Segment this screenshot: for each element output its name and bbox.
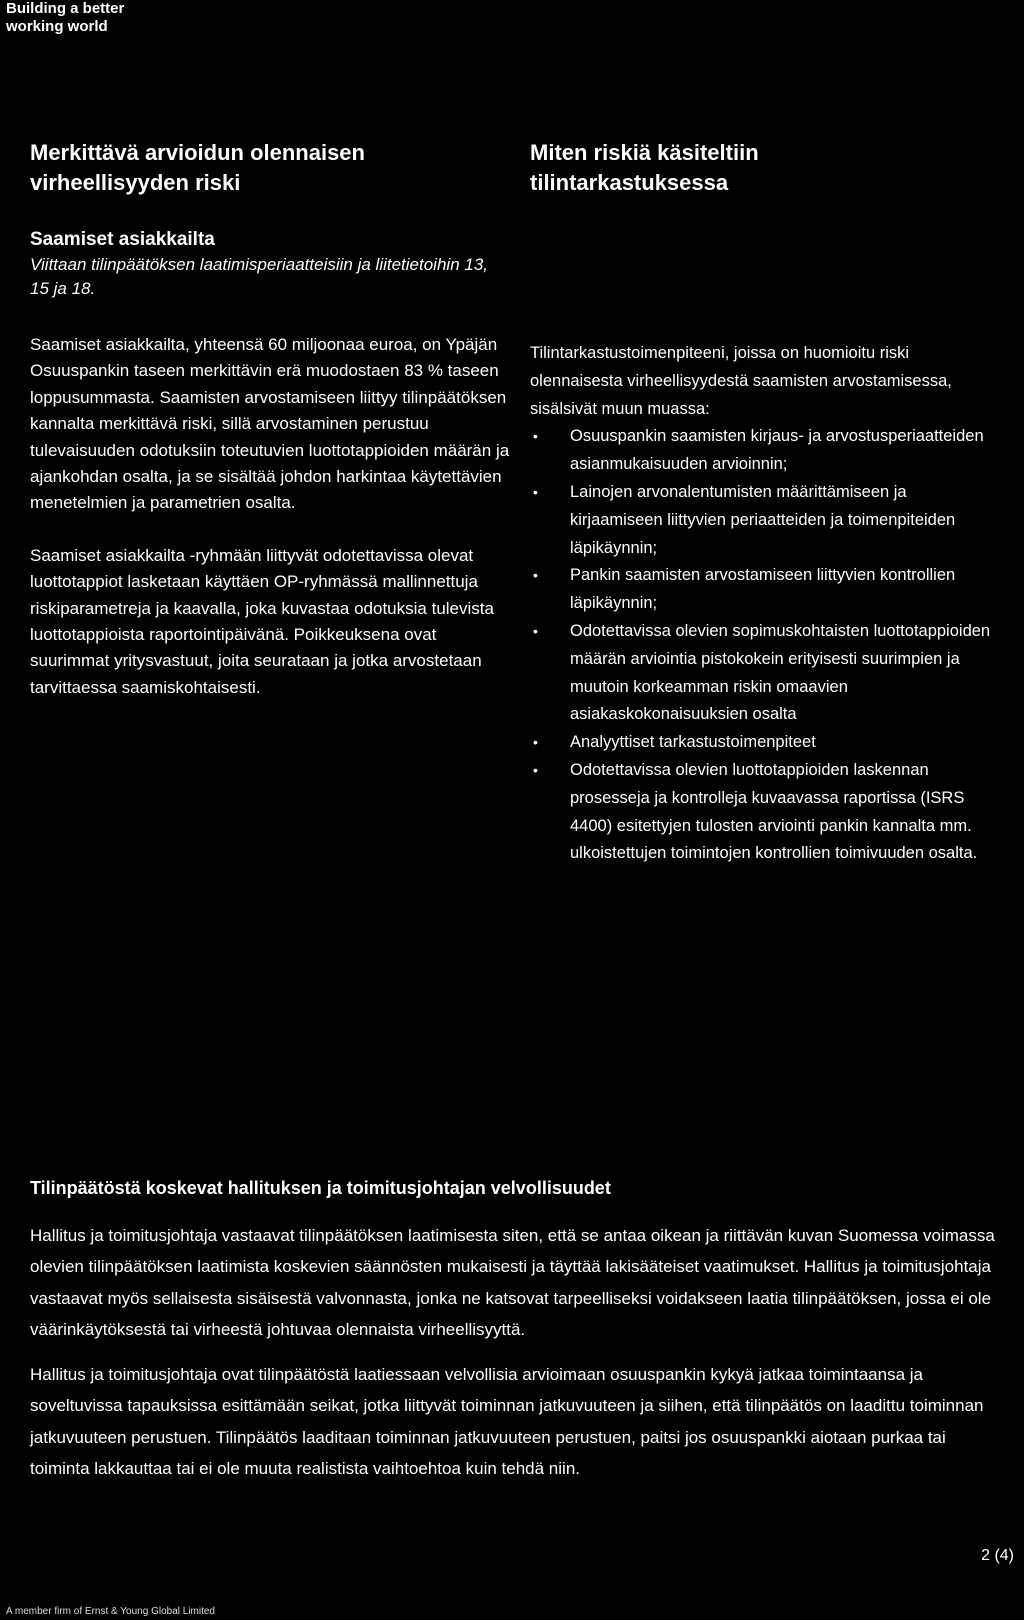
right-heading-line-1: Miten riskiä käsiteltiin <box>530 140 759 165</box>
bullet-icon: • <box>533 622 538 639</box>
list-item-text: Odotettavissa olevien sopimuskohtaisten luottotappioiden määrän arviointia pistokokein erityisesti suurimpien ja muutoin korkeamman riskin omaavien asiakaskokonaisuuksien osalta <box>570 621 991 724</box>
responsibilities-heading: Tilinpäätöstä koskevat hallituksen ja toimitusjohtajan velvollisuudet <box>30 1178 611 1198</box>
tagline-line-1: Building a better <box>6 0 125 17</box>
bullet-icon: • <box>533 734 538 751</box>
bullet-icon: • <box>533 761 538 778</box>
bullet-icon: • <box>533 428 538 445</box>
right-column-heading <box>530 138 950 198</box>
risk-paragraph-1: Saamiset asiakkailta, yhteensä 60 miljoonaa euroa, on Ypäjän Osuuspankin taseen merkittävin erä muodostaen 83 % taseen loppusummasta. Saamisten arvostamiseen liittyy tilinpäätöksen kannalta merkittävä riski, sillä arvostaminen perustuu tulevaisuuden odotuksiin toteutuvien luottotappioiden määrän ja ajankohdan osalta, ja se sisältää johdon harkintaa käytettävien menetelmien ja parametrien osalta. <box>30 335 510 513</box>
list-item-text: Odotettavissa olevien luottotappioiden laskennan prosesseja ja kontrolleja kuvaavassa raportissa (ISRS 4400) esitettyjen tulosten arviointi pankin kannalta mm. ulkoistettujen toimintojen kontrollien toimivuuden osalta. <box>570 760 978 863</box>
right-heading-line-2: tilintarkastuksessa <box>530 170 729 195</box>
responsibilities-paragraph-1: Hallitus ja toimitusjohtaja vastaavat tilinpäätöksen laatimisesta siten, että se antaa oikean ja riittävän kuvan Suomessa voimassa olevien tilinpäätöksen laatimista koskevien säännösten mukaisesti ja täyttää lakisääteiset vaatimukset. Hallitus ja toimitusjohtaja vastaavat myös sellaisesta sisäisestä valvonnasta, jonka ne katsovat tarpeelliseksi voidakseen laatia tilinpäätöksen, jossa ei ole väärinkäytöksestä tai virheestä johtuvaa olennaista virheellisyyttä. <box>30 1226 995 1339</box>
response-list <box>530 423 1000 868</box>
left-heading-line-2: virheellisyyden riski <box>30 170 241 195</box>
responsibilities-paragraph-2: Hallitus ja toimitusjohtaja ovat tilinpäätöstä laatiessaan velvollisia arvioimaan osuuspankin kykyä jatkaa toimintaansa ja soveltuvissa tapauksissa esittämään seikat, jotka liittyvät toiminnan jatkuvuuteen ja siihen, että tilinpäätös on laadittu toiminnan jatkuvuuteen perustuen. Tilinpäätös laaditaan toiminnan jatkuvuuteen perustuen, paitsi jos osuuspankki aiotaan purkaa tai toiminta lakkauttaa tai ei ole muuta realistista vaihtoehtoa kuin tehdä niin. <box>30 1365 984 1479</box>
response-intro: Tilintarkastustoimenpiteeni, joissa on huomioitu riski olennaisesta virheellisyydestä saamisten arvostamisessa, sisälsivät muun muassa: <box>530 344 952 418</box>
list-item <box>530 423 1000 479</box>
risk-description <box>30 332 510 727</box>
audit-response <box>530 340 1000 868</box>
tagline-line-2: working world <box>6 18 108 35</box>
list-item-text: Analyyttiset tarkastustoimenpiteet <box>570 733 816 752</box>
list-item-text: Lainojen arvonalentumisten määrittämiseen ja kirjaamiseen liittyvien periaatteiden ja toimenpiteiden läpikäynnin; <box>570 482 956 557</box>
list-item-text: Pankin saamisten arvostamiseen liittyvien kontrollien läpikäynnin; <box>570 566 956 613</box>
bullet-icon: • <box>533 567 538 584</box>
left-column-heading <box>30 138 470 198</box>
footer-legal: A member firm of Ernst & Young Global Limited <box>6 1606 215 1617</box>
responsibilities-body <box>30 1220 1000 1498</box>
section-title: Saamiset asiakkailta <box>30 229 215 250</box>
list-item <box>530 479 1000 562</box>
brand-tagline <box>6 0 124 36</box>
list-item <box>530 757 1000 868</box>
list-item <box>530 562 1000 618</box>
section-reference: Viittaan tilinpäätöksen laatimisperiaatteisiin ja liitetietoihin 13, 15 ja 18. <box>30 255 489 298</box>
risk-paragraph-2: Saamiset asiakkailta -ryhmään liittyvät odotettavissa olevat luottotappiot lasketaan käyttäen OP-ryhmässä mallinnettuja riskiparametreja ja kaavalla, joka kuvastaa odotuksia tulevista luottotappioista raportointipäivänä. Poikkeuksena ovat suurimmat yritysvastuut, joita seurataan ja jotka arvostetaan tarvittaessa saamiskohtaisesti. <box>30 545 494 697</box>
page-number: 2 (4) <box>981 1547 1014 1564</box>
list-item-text: Osuuspankin saamisten kirjaus- ja arvostusperiaatteiden asianmukaisuuden arvioinnin; <box>570 427 984 474</box>
list-item <box>530 729 1000 757</box>
list-item <box>530 618 1000 729</box>
bullet-icon: • <box>533 483 538 500</box>
left-heading-line-1: Merkittävä arvioidun olennaisen <box>30 140 365 165</box>
